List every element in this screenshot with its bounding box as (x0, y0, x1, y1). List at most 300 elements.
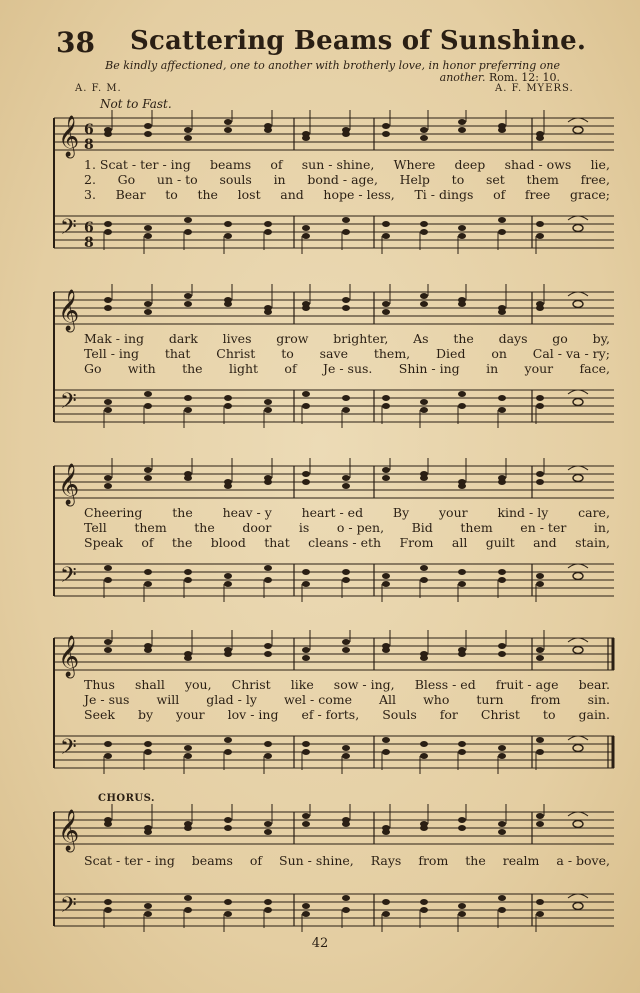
note-head (144, 903, 152, 909)
lyric-word: Bid (411, 520, 433, 535)
time-sig-bottom: 8 (84, 137, 94, 153)
lyric-word: light (228, 361, 259, 376)
note-head (420, 399, 428, 405)
lyric-line (84, 173, 610, 187)
lyric-word: lov - ing (227, 707, 279, 722)
note-head (144, 475, 152, 481)
lyric-word: to (281, 346, 294, 361)
note-head (342, 821, 350, 827)
lyric-word: 3. (84, 187, 96, 202)
scripture-reference: Rom. 12: 10. (488, 71, 560, 84)
note-head (144, 403, 152, 409)
lyric-word: By (392, 505, 410, 520)
note-head (184, 745, 192, 751)
note-head (498, 745, 506, 751)
lyric-line (84, 347, 610, 361)
lyric-word: heart - ed (301, 505, 364, 520)
lyric-word: stain, (575, 535, 610, 550)
note-head (184, 229, 192, 235)
lyric-word: free (524, 187, 551, 202)
lyric-word: Mak - ing (84, 331, 145, 346)
lyric-word: Bless - ed (414, 677, 476, 692)
note-head (144, 233, 152, 239)
lyric-word: from (530, 692, 561, 707)
lyric-word: lie, (590, 157, 610, 172)
note-head (224, 825, 232, 831)
note-head (224, 899, 232, 905)
lyric-line (84, 158, 610, 172)
note-head (144, 911, 152, 917)
note-head (144, 309, 152, 315)
lyric-word: door (242, 520, 272, 535)
lyric-word: them (134, 520, 167, 535)
lyric-word: Christ (480, 707, 520, 722)
note-head (104, 229, 112, 235)
note-head (342, 305, 350, 311)
note-head (264, 829, 272, 835)
note-head (264, 577, 272, 583)
note-head (184, 895, 192, 901)
lyric-line (84, 332, 610, 346)
note-head (536, 471, 544, 477)
lyric-word: like (290, 677, 314, 692)
note-head (536, 911, 544, 917)
lyric-word: your (438, 505, 468, 520)
lyric-word: heav - y (222, 505, 272, 520)
note-head (302, 233, 310, 239)
note-head (536, 233, 544, 239)
page-number: 42 (311, 936, 329, 951)
note-head (420, 899, 428, 905)
lyric-word: Seek (84, 707, 115, 722)
note-head (302, 903, 310, 909)
bass-clef-icon: 𝄢 (60, 893, 77, 923)
note-head (498, 569, 506, 575)
lyric-word: Go (84, 361, 102, 376)
note-head (498, 895, 506, 901)
lyric-word: days (498, 331, 528, 346)
note-head (536, 813, 544, 819)
note-head (144, 225, 152, 231)
note-head (382, 749, 390, 755)
note-head (302, 135, 310, 141)
bass-staff (54, 894, 614, 926)
note-head (342, 217, 350, 223)
note-head (224, 573, 232, 579)
note-head (498, 229, 506, 235)
treble-staff (54, 466, 614, 498)
note-head (536, 479, 544, 485)
note-head (224, 483, 232, 489)
lyric-word: free, (580, 172, 610, 187)
note-head (498, 395, 506, 401)
lyric-word: shall (134, 677, 165, 692)
note-head (184, 577, 192, 583)
note-head (458, 127, 466, 133)
lyric-word: bear. (578, 677, 610, 692)
lyric-word: Christ (216, 346, 256, 361)
lyric-word: to (542, 707, 556, 722)
treble-staff (54, 292, 614, 324)
lyric-word: the (465, 853, 486, 868)
lyric-word: for (439, 707, 458, 722)
note-head (302, 479, 310, 485)
note-head (224, 817, 232, 823)
lyric-word: Souls (382, 707, 417, 722)
note-head (458, 817, 466, 823)
note-head (264, 127, 272, 133)
lyric-word: brighter, (333, 331, 389, 346)
note-head (302, 569, 310, 575)
lyric-line (84, 362, 610, 376)
note-head (224, 403, 232, 409)
note-head (224, 651, 232, 657)
lyric-word: of (270, 157, 283, 172)
note-head (104, 305, 112, 311)
note-head (104, 753, 112, 759)
note-head (498, 127, 506, 133)
note-head (458, 749, 466, 755)
note-head (382, 403, 390, 409)
hymn-title: Scattering Beams of Sunshine. (130, 26, 587, 56)
note-head (536, 221, 544, 227)
note-head (420, 565, 428, 571)
note-head (420, 907, 428, 913)
lyric-word: set (485, 172, 505, 187)
lyric-word: shad - ows (504, 157, 572, 172)
lyric-word: As (413, 331, 429, 346)
note-head (144, 301, 152, 307)
lyric-word: turn (476, 692, 504, 707)
note-head (184, 825, 192, 831)
lyric-word: all (451, 535, 468, 550)
lyric-word: of (141, 535, 154, 550)
lyric-word: fruit - age (495, 677, 559, 692)
note-head (382, 475, 390, 481)
note-head (264, 399, 272, 405)
note-head (302, 821, 310, 827)
note-head (498, 407, 506, 413)
lyric-word: Help (399, 172, 430, 187)
scripture-text: Be kindly affectioned, one to another with brotherly love, in honor preferring one another. (105, 59, 560, 84)
note-head (458, 581, 466, 587)
note-head (264, 565, 272, 571)
chorus-label: CHORUS. (98, 793, 155, 804)
note-head (144, 131, 152, 137)
note-head (382, 737, 390, 743)
note-head (342, 577, 350, 583)
note-head (458, 301, 466, 307)
lyric-word: cleans - eth (308, 535, 382, 550)
lyric-word: of (249, 853, 263, 868)
lyric-word: 2. (84, 172, 96, 187)
lyric-word: your (176, 707, 205, 722)
note-head (382, 309, 390, 315)
note-head (382, 467, 390, 473)
note-head (264, 407, 272, 413)
lyric-word: and (280, 187, 304, 202)
note-head (342, 229, 350, 235)
note-head (536, 647, 544, 653)
note-head (498, 577, 506, 583)
lyric-word: Je - sus. (322, 361, 373, 376)
note-head (420, 753, 428, 759)
note-head (536, 581, 544, 587)
note-head (342, 569, 350, 575)
note-head (498, 651, 506, 657)
lyric-word: of (493, 187, 506, 202)
note-head (302, 813, 310, 819)
treble-staff (54, 812, 614, 844)
lyric-word: them (526, 172, 559, 187)
note-head (420, 407, 428, 413)
note-head (498, 829, 506, 835)
lyric-word: beams (209, 157, 252, 172)
treble-clef-icon: 𝄞 (58, 810, 80, 851)
note-head (302, 741, 310, 747)
note-head (184, 475, 192, 481)
note-head (420, 825, 428, 831)
lyric-word: that (164, 346, 191, 361)
note-head (144, 467, 152, 473)
lyric-word: hope - less, (323, 187, 395, 202)
note-head (224, 127, 232, 133)
note-head (184, 135, 192, 141)
note-head (144, 569, 152, 575)
lyric-line (84, 536, 610, 550)
note-head (458, 911, 466, 917)
note-head (458, 651, 466, 657)
note-head (104, 483, 112, 489)
note-head (420, 135, 428, 141)
note-head (458, 403, 466, 409)
note-head (302, 581, 310, 587)
note-head (342, 647, 350, 653)
lyric-word: kind - ly (497, 505, 549, 520)
lyric-word: and (533, 535, 557, 550)
note-head (264, 221, 272, 227)
lyric-word: Ti - dings (414, 187, 474, 202)
note-head (302, 225, 310, 231)
lyric-word: Tell (84, 520, 107, 535)
lyric-line (84, 678, 610, 692)
note-head (264, 899, 272, 905)
note-head (382, 647, 390, 653)
lyric-word: realm (502, 853, 540, 868)
note-head (342, 407, 350, 413)
note-head (536, 135, 544, 141)
lyric-word: Where (393, 157, 436, 172)
music-credit: A. F. MYERS. (495, 83, 574, 94)
note-head (224, 581, 232, 587)
note-head (224, 233, 232, 239)
bass-clef-icon: 𝄢 (60, 563, 77, 593)
treble-clef-icon: 𝄞 (58, 464, 80, 505)
bass-staff (54, 736, 614, 768)
note-head (498, 753, 506, 759)
note-head (302, 305, 310, 311)
lyric-word: Sun - shine, (279, 853, 354, 868)
treble-clef-icon: 𝄞 (58, 636, 80, 677)
lyric-word: in (273, 172, 286, 187)
note-head (536, 737, 544, 743)
time-sig-top: 6 (84, 122, 94, 138)
note-head (302, 391, 310, 397)
note-head (184, 127, 192, 133)
bass-staff (54, 564, 614, 596)
lyric-word: sin. (587, 692, 610, 707)
lyric-word: sow - ing, (333, 677, 395, 692)
lyric-word: Speak (84, 535, 123, 550)
note-head (264, 651, 272, 657)
note-head (224, 119, 232, 125)
note-head (302, 655, 310, 661)
treble-staff (54, 118, 614, 150)
treble-clef-icon: 𝄞 (58, 116, 80, 157)
note-head (104, 647, 112, 653)
music-system-3 (48, 452, 616, 612)
note-head (184, 301, 192, 307)
lyric-word: deep (454, 157, 486, 172)
time-sig-top-bass: 6 (84, 220, 94, 236)
note-head (420, 475, 428, 481)
note-head (382, 123, 390, 129)
note-head (342, 475, 350, 481)
lyric-line (84, 693, 610, 707)
lyric-word: Bear (115, 187, 146, 202)
hymn-header (0, 0, 640, 100)
note-head (420, 577, 428, 583)
lyric-line (84, 506, 610, 520)
lyric-word: grace; (569, 187, 610, 202)
note-head (144, 647, 152, 653)
lyric-word: who (423, 692, 450, 707)
lyric-word: beams (191, 853, 233, 868)
lyric-word: you, (184, 677, 212, 692)
note-head (458, 225, 466, 231)
note-head (184, 217, 192, 223)
note-head (382, 899, 390, 905)
note-head (498, 309, 506, 315)
words-credit: A. F. M. (75, 83, 122, 94)
lyric-word: un - to (156, 172, 198, 187)
lyric-word: in (486, 361, 499, 376)
note-head (342, 907, 350, 913)
lyric-word: a - bove, (556, 853, 610, 868)
lyric-word: the (197, 187, 218, 202)
lyric-word: Scat - ter - ing (84, 853, 175, 868)
lyric-word: Thus (84, 677, 115, 692)
note-head (224, 301, 232, 307)
lyric-word: en - ter (520, 520, 567, 535)
lyric-word: your (524, 361, 554, 376)
note-head (224, 737, 232, 743)
note-head (458, 233, 466, 239)
music-system-4 (48, 624, 616, 784)
lyric-word: lives (222, 331, 252, 346)
note-head (536, 899, 544, 905)
lyric-word: the (453, 331, 474, 346)
note-head (302, 749, 310, 755)
hymn-number: 38 (56, 26, 95, 59)
lyric-word: Rays (370, 853, 402, 868)
bass-staff (54, 390, 614, 422)
note-head (498, 217, 506, 223)
note-head (342, 895, 350, 901)
lyric-word: Cheering (84, 505, 143, 520)
lyric-word: them (460, 520, 493, 535)
note-head (104, 639, 112, 645)
note-head (342, 639, 350, 645)
lyric-word: gain. (578, 707, 610, 722)
note-head (420, 127, 428, 133)
lyric-word: Christ (231, 677, 271, 692)
note-head (144, 749, 152, 755)
note-head (184, 395, 192, 401)
note-head (536, 305, 544, 311)
lyric-word: lost (237, 187, 261, 202)
note-head (302, 647, 310, 653)
note-head (458, 483, 466, 489)
note-head (104, 907, 112, 913)
lyric-word: by, (592, 331, 610, 346)
note-head (498, 643, 506, 649)
lyric-word: glad - ly (206, 692, 257, 707)
note-head (420, 301, 428, 307)
note-head (382, 131, 390, 137)
note-head (458, 741, 466, 747)
note-head (420, 221, 428, 227)
note-head (264, 229, 272, 235)
lyric-line (84, 854, 610, 868)
note-head (342, 395, 350, 401)
note-head (264, 821, 272, 827)
note-head (536, 395, 544, 401)
lyric-word: o - pen, (336, 520, 385, 535)
note-head (104, 565, 112, 571)
note-head (382, 301, 390, 307)
lyric-word: Cal - va - ry; (532, 346, 610, 361)
note-head (144, 829, 152, 835)
lyric-line (84, 521, 610, 535)
scripture-quote (100, 60, 560, 84)
note-head (382, 395, 390, 401)
lyric-line (84, 188, 610, 202)
note-head (342, 745, 350, 751)
lyric-word: in, (593, 520, 610, 535)
note-head (104, 297, 112, 303)
lyric-word: sun - shine, (301, 157, 375, 172)
lyric-word: go (552, 331, 568, 346)
lyric-line (84, 708, 610, 722)
note-head (302, 471, 310, 477)
lyric-word: of (284, 361, 297, 376)
lyric-word: All (379, 692, 397, 707)
note-head (420, 655, 428, 661)
lyric-word: with (127, 361, 156, 376)
lyric-word: ef - forts, (301, 707, 360, 722)
note-head (224, 221, 232, 227)
lyric-word: Go (117, 172, 136, 187)
note-head (342, 131, 350, 137)
note-head (382, 911, 390, 917)
lyric-word: Shin - ing (398, 361, 460, 376)
note-head (144, 581, 152, 587)
lyric-word: the (172, 505, 193, 520)
note-head (184, 655, 192, 661)
lyric-word: save (319, 346, 348, 361)
lyric-word: Je - sus (84, 692, 130, 707)
